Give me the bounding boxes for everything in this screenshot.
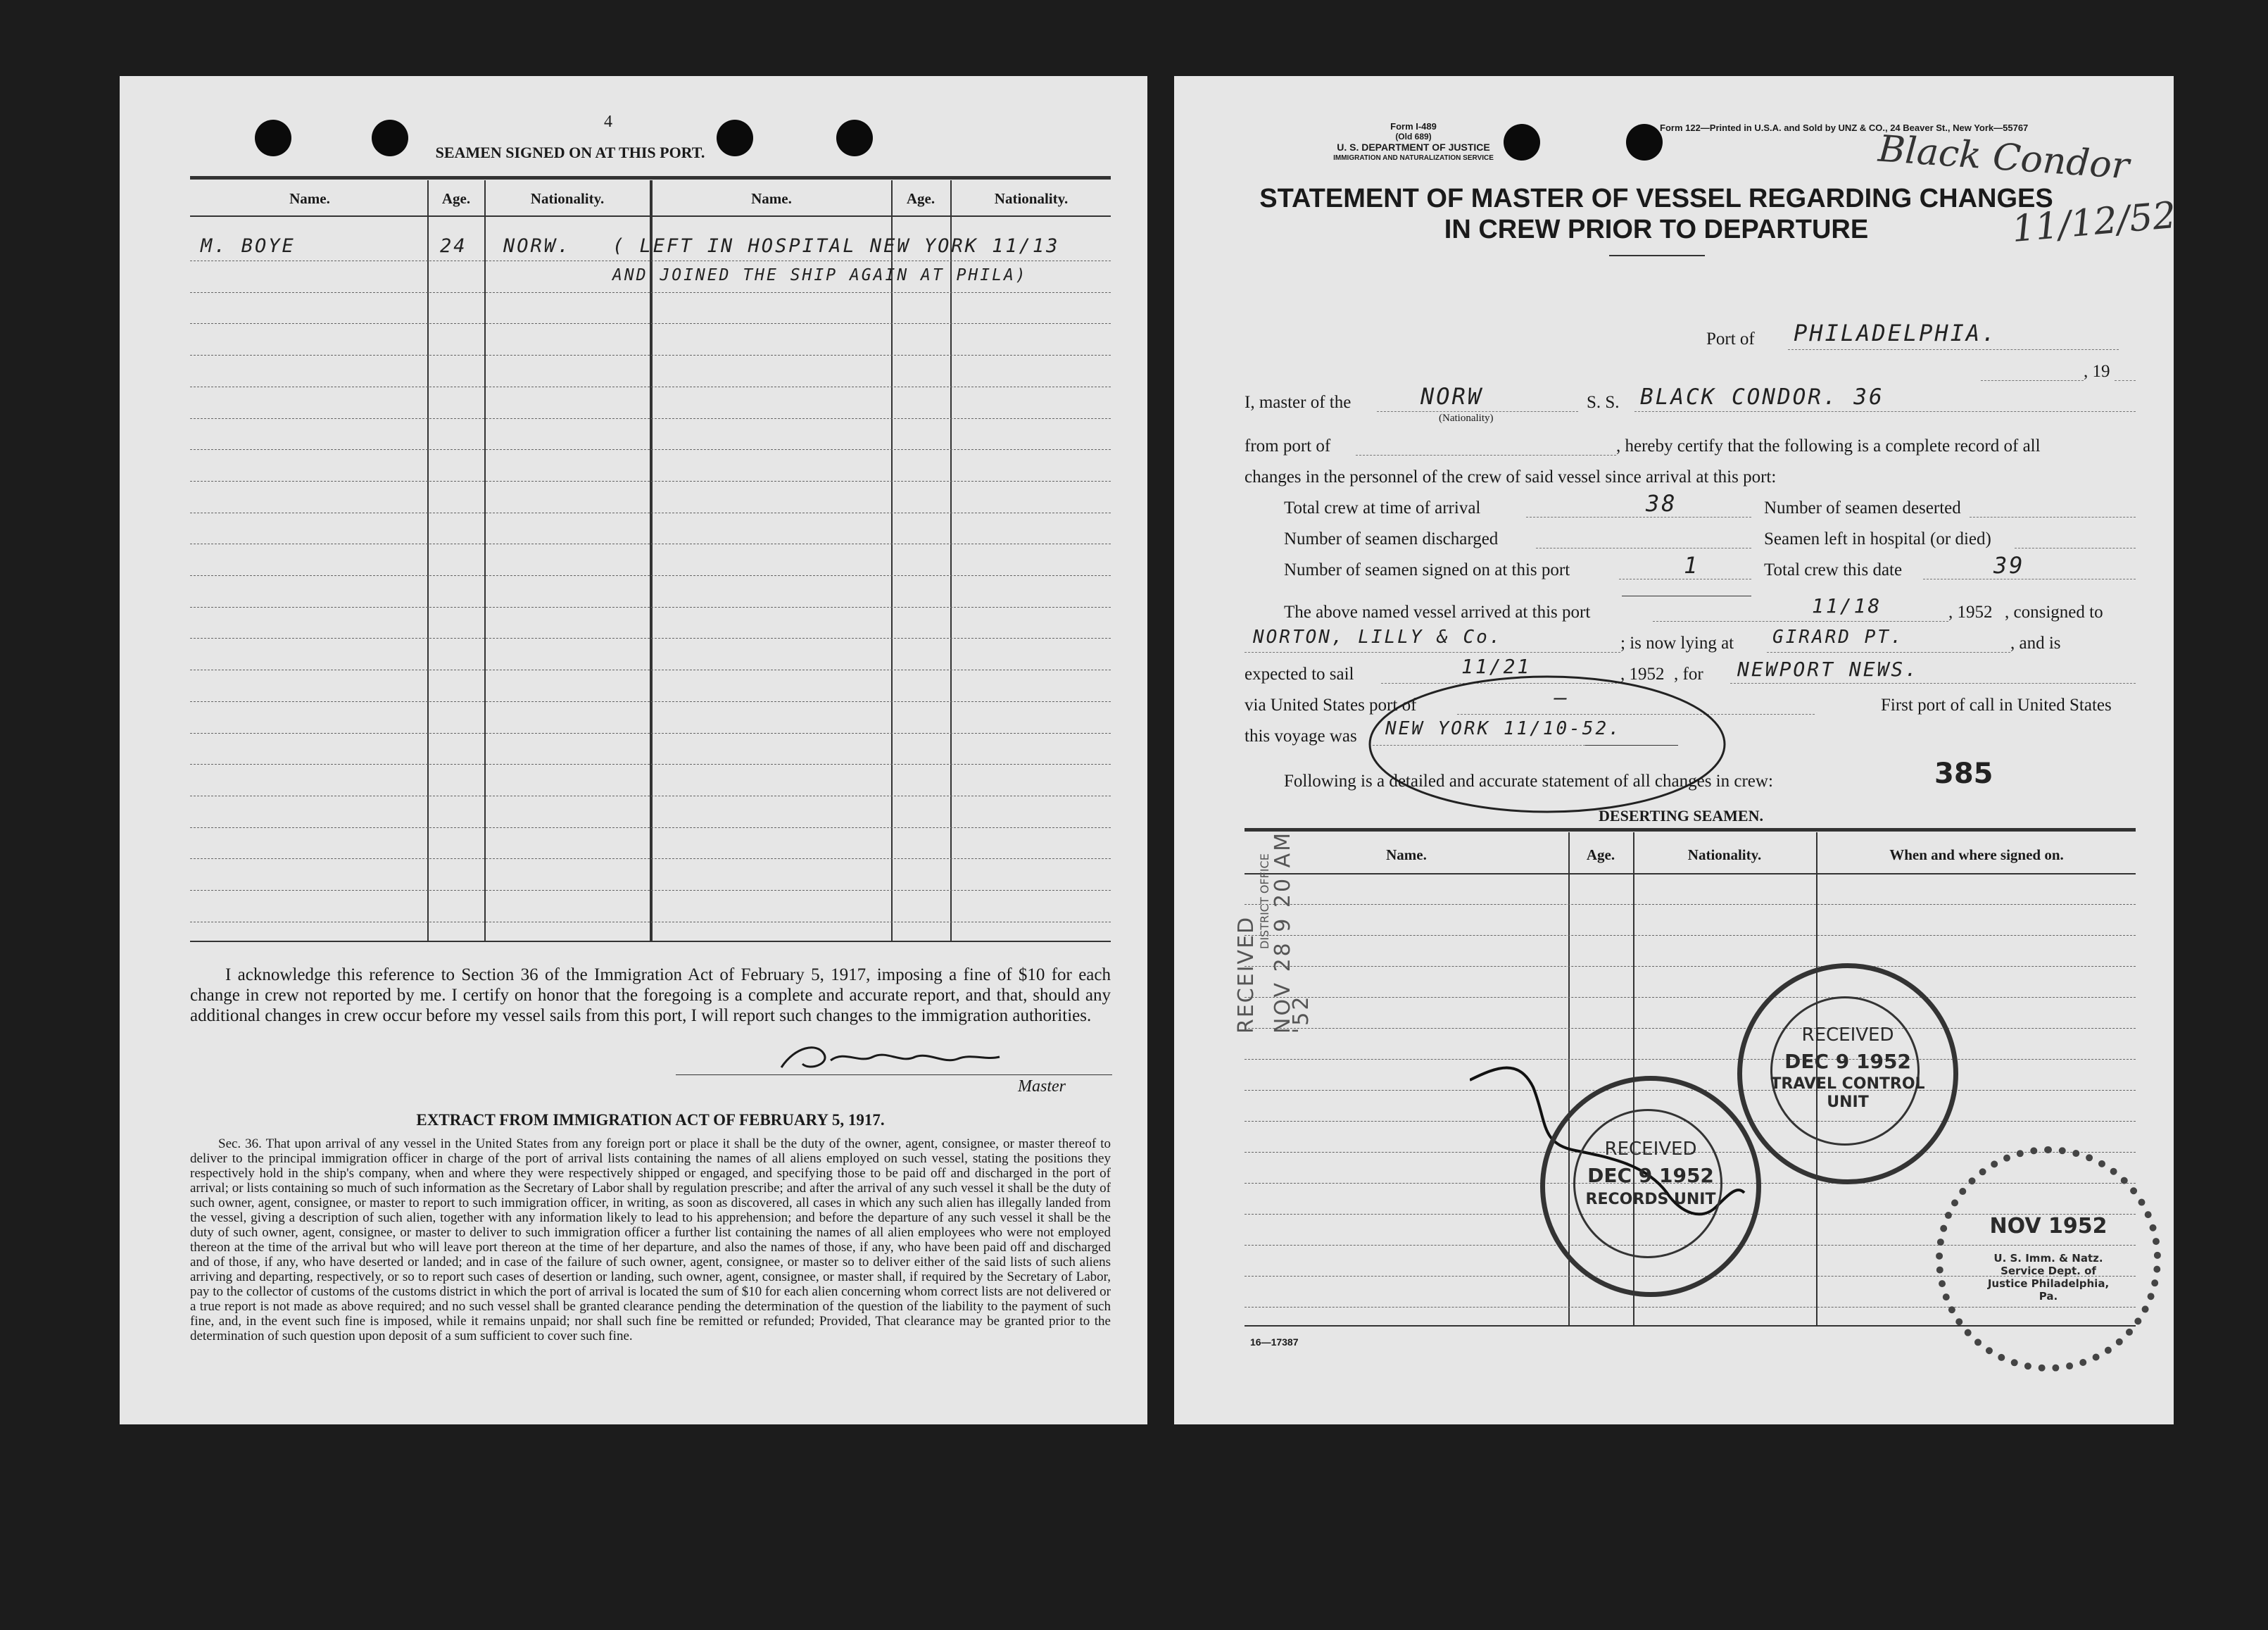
first-port-label: First port of call in United States xyxy=(1881,696,2112,715)
records-unit-stamp: RECEIVED DEC 9 1952 RECORDS UNIT xyxy=(1540,1076,1761,1297)
lying-value: GIRARD PT. xyxy=(1772,627,1904,648)
total-date-label: Total crew this date xyxy=(1764,560,1903,579)
table-rule xyxy=(190,355,1111,356)
col-when-where: When and where signed on. xyxy=(1889,846,2064,863)
arrived-value: 11/18 xyxy=(1812,594,1882,617)
table-rule xyxy=(190,827,1111,828)
table-rule xyxy=(190,638,1111,639)
punch-hole xyxy=(1504,124,1540,161)
table-top-rule xyxy=(190,176,1111,180)
punch-hole xyxy=(255,120,291,156)
handwritten-date: 11/12/52 xyxy=(2010,194,2178,251)
col-nationality: Nationality. xyxy=(530,190,605,207)
form-old: (Old 689) xyxy=(1395,132,1432,142)
punch-hole xyxy=(836,120,873,156)
nationality-value: NORW xyxy=(1420,383,1484,410)
nationality-caption: (Nationality) xyxy=(1439,413,1494,424)
handwritten-vessel: Black Condor xyxy=(1877,127,2131,188)
this-voyage-label: this voyage was xyxy=(1245,727,1357,746)
table-rule xyxy=(190,449,1111,450)
expected-value: 11/21 xyxy=(1461,655,1532,678)
seaman-name: M. BOYE xyxy=(201,235,296,257)
seaman-age: 24 xyxy=(440,235,467,257)
seaman-nationality: NORW. xyxy=(503,235,572,257)
table-rule xyxy=(190,481,1111,482)
table-rule xyxy=(190,733,1111,734)
expected-label: expected to sail xyxy=(1245,665,1354,684)
total-date-value: 39 xyxy=(1993,552,2025,579)
col-name-2: Name. xyxy=(751,190,792,207)
col-age: Age. xyxy=(441,190,471,207)
table-rule xyxy=(190,418,1111,419)
seaman-note-line2: AND JOINED THE SHIP AGAIN AT PHILA) xyxy=(612,266,1028,284)
total-arrival-label: Total crew at time of arrival xyxy=(1284,499,1481,518)
form-title-line2: IN CREW PRIOR TO DEPARTURE xyxy=(1444,215,1869,244)
deserting-title: DESERTING SEAMEN. xyxy=(1599,807,1763,825)
seaman-note-line1: ( LEFT IN HOSPITAL NEW YORK 11/13 xyxy=(612,235,1060,257)
table-rule xyxy=(190,764,1111,765)
ss-value: BLACK CONDOR. 36 xyxy=(1640,384,1884,410)
table-rule xyxy=(190,701,1111,702)
hospital-label: Seamen left in hospital (or died) xyxy=(1764,529,1991,548)
extract-text: Sec. 36. That upon arrival of any vessel in the United States from any foreign port or place it shall be the duty of the owner, agent, consignee, or master thereof to deliver to the principal immigration officer in charge of the port of arrival lists containing the names of all aliens employed on such vessel, stating the positions they respectively hold in the ship's company, when and where they were respectively shipped or engaged, and specifying those to be paid off and discharged in the port of arrival; or lists containing so much of such information as the Secretary of Labor shall by regulation prescribe; and after the arrival of any such vessel it shall be the duty of such owner, agent, consignee, or master to report to such immigration officer, in writing, as soon as discovered, all cases in which any such alien has illegally landed from the vessel, giving a description of such alien, together with any information likely to lead to his apprehension; and before the departure of any such vessel it shall be the duty of such owner, agent, consignee, or master to deliver to such immigration officer a further list containing the names of all alien employees who were not employed thereon at the time of the arrival but who will leave port thereon at the time of her departure, and also the names of those, if any, who have been paid off and discharged and of those, if any, who have deserted or landed; and in case of the failure of such owner, agent, consignee, or master so to deliver either of the said lists of such aliens arriving and departing, respectively, or so to report such cases of desertion or landing, such owner, agent, consignee, or master shall, if required by the Secretary of Labor, pay to the collector of customs of the customs district in which the port of arrival is located the sum of $10 for each alien concerning whom correct lists are not delivered or a true report is not made as above required; and no such vessel shall be granted clearance pending the determination of the question of the liability to the payment of such fine, and, in the event such fine is imposed, while it remains unpaid; nor shall such fine be remitted or refunded; Provided, That clearance may be granted prior to the determination of such question upon deposit of a sum sufficient to cover such fine. xyxy=(190,1136,1111,1343)
stamp-number: 385 xyxy=(1934,758,1993,790)
this-voyage-value: NEW YORK 11/10-52. xyxy=(1385,718,1622,739)
expected-year: , 1952 xyxy=(1620,665,1665,684)
consigned-label: , consigned to xyxy=(2005,603,2103,622)
travel-control-stamp: RECEIVED DEC 9 1952 TRAVEL CONTROL UNIT xyxy=(1737,963,1958,1184)
ss-label: S. S. xyxy=(1587,393,1620,412)
col-nationality: Nationality. xyxy=(1687,846,1762,863)
arrived-year: , 1952 xyxy=(1948,603,1993,622)
signed-on-label: Number of seamen signed on at this port xyxy=(1284,560,1570,579)
via-label: via United States port of xyxy=(1245,696,1417,715)
col-age-2: Age. xyxy=(906,190,935,207)
printer-line: Form 122—Printed in U.S.A. and Sold by UNZ & CO., 24 Beaver St., New York—55767 xyxy=(1660,123,2029,133)
table-rule xyxy=(190,607,1111,608)
total-arrival-value: 38 xyxy=(1646,490,1677,517)
table-rule xyxy=(190,292,1111,293)
hand-drawn-ellipse xyxy=(1364,670,1730,818)
from-port-label: from port of xyxy=(1245,437,1331,456)
col-age: Age. xyxy=(1586,846,1615,863)
table-rule xyxy=(190,323,1111,324)
certify-text: , hereby certify that the following is a complete record of all xyxy=(1616,437,2041,456)
punch-hole xyxy=(1626,124,1663,161)
table-rule xyxy=(190,858,1111,859)
right-page xyxy=(1174,76,2178,1424)
signed-on-value: 1 xyxy=(1684,552,1700,579)
ins-philadelphia-stamp: NOV 1952 U. S. Imm. & Natz. Service Dept. of Justice Philadelphia, Pa. xyxy=(1936,1146,2161,1372)
and-is-label: , and is xyxy=(2010,634,2061,653)
via-value: — xyxy=(1554,686,1570,710)
following-label: Following is a detailed and accurate statement of all changes in crew: xyxy=(1284,772,1773,791)
deserted-label: Number of seamen deserted xyxy=(1764,499,1961,518)
district-office-stamp: RECEIVED DISTRICT OFFICE NOV 28 9 20 AM '52 xyxy=(1234,830,1313,1034)
page-number: 4 xyxy=(604,113,612,131)
table-rule xyxy=(1245,966,2136,967)
col-name: Name. xyxy=(1386,846,1427,863)
form-number: Form I-489 xyxy=(1390,121,1437,132)
year-label: , 19 xyxy=(2084,362,2110,381)
port-value: PHILADELPHIA. xyxy=(1794,320,1998,346)
table-rule xyxy=(190,890,1111,891)
for-label: , for xyxy=(1674,665,1703,684)
col-name: Name. xyxy=(289,190,330,207)
master-of-label: I, master of the xyxy=(1245,393,1352,412)
master-label: Master xyxy=(1018,1077,1066,1096)
form-title-line1: STATEMENT OF MASTER OF VESSEL REGARDING CHANGES xyxy=(1259,184,2053,213)
table-rule xyxy=(1245,935,2136,936)
service: IMMIGRATION AND NATURALIZATION SERVICE xyxy=(1333,154,1494,162)
consignee-value: NORTON, LILLY & Co. xyxy=(1253,627,1503,648)
port-label: Port of xyxy=(1706,330,1755,349)
table-rule xyxy=(1245,904,2136,905)
acknowledgement: I acknowledge this reference to Section 36 of the Immigration Act of February 5, 1917, imposing a fine of $10 for each change in crew not reported by me. I certify on honor that the foregoing is a complete and accurate report, and that, should any additional changes in crew occur before my vessel sails from this port, I will report such changes to the immigration authorities. xyxy=(190,965,1111,1025)
discharged-label: Number of seamen discharged xyxy=(1284,529,1499,548)
extract-title: EXTRACT FROM IMMIGRATION ACT OF FEBRUARY 5, 1917. xyxy=(416,1111,885,1129)
for-value: NEWPORT NEWS. xyxy=(1737,658,1920,681)
section-title: SEAMEN SIGNED ON AT THIS PORT. xyxy=(435,144,705,161)
lying-label: ; is now lying at xyxy=(1620,634,1734,653)
col-nationality-2: Nationality. xyxy=(994,190,1069,207)
department: U. S. DEPARTMENT OF JUSTICE xyxy=(1337,142,1490,153)
form-code: 16—17387 xyxy=(1250,1336,1299,1348)
arrived-label: The above named vessel arrived at this port xyxy=(1284,603,1591,622)
table-rule xyxy=(190,575,1111,576)
changes-text: changes in the personnel of the crew of said vessel since arrival at this port: xyxy=(1245,468,1777,487)
left-page xyxy=(120,76,1147,1424)
